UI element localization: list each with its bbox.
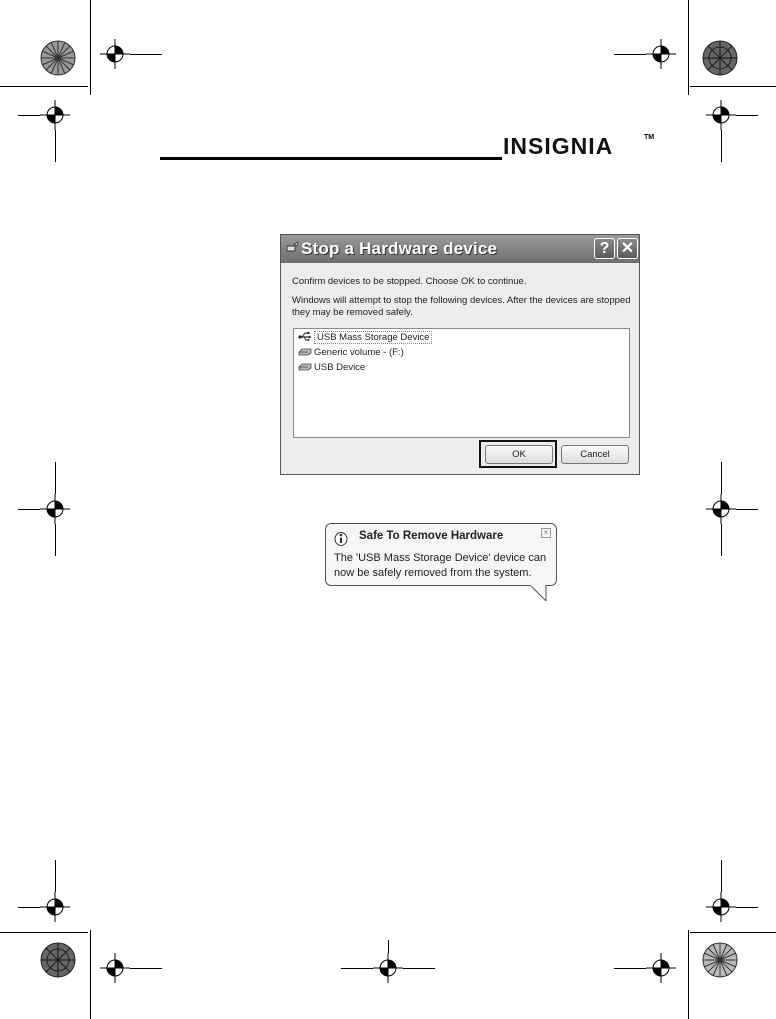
- dialog-description: Windows will attempt to stop the following devices. After the devices are stopped they may be removed safely.: [292, 295, 631, 318]
- drive-icon: [298, 361, 312, 372]
- device-label: USB Device: [314, 362, 366, 373]
- registration-mark-icon: [40, 100, 70, 130]
- starburst-icon: [40, 40, 76, 76]
- registration-mark-icon: [646, 39, 676, 69]
- device-item-usb-mass-storage[interactable]: [298, 331, 432, 344]
- brand-logo: [503, 131, 653, 161]
- registration-mark-icon: [100, 953, 130, 983]
- header-rule: [160, 157, 502, 160]
- starburst-icon: [702, 942, 738, 978]
- balloon-message: The 'USB Mass Storage Device' device can now be safely removed from the system.: [334, 552, 547, 579]
- registration-mark-icon: [40, 494, 70, 524]
- balloon-title: Safe To Remove Hardware: [359, 530, 504, 542]
- starburst-icon: [40, 942, 76, 978]
- dialog-titlebar[interactable]: [281, 235, 639, 263]
- device-list[interactable]: [293, 328, 630, 438]
- registration-mark-icon: [100, 39, 130, 69]
- device-item-usb-device[interactable]: [298, 361, 365, 374]
- dialog-instruction: Confirm devices to be stopped. Choose OK to continue.: [292, 276, 527, 287]
- registration-mark-icon: [706, 494, 736, 524]
- brand-name: INSIGNIA: [503, 133, 614, 159]
- device-label: USB Mass Storage Device: [314, 331, 432, 344]
- help-button[interactable]: ?: [594, 238, 615, 259]
- device-label: Generic volume - (F:): [314, 347, 404, 358]
- usb-icon: [298, 331, 312, 342]
- drive-icon: [298, 346, 312, 357]
- stop-hardware-dialog: [280, 234, 640, 475]
- cancel-button[interactable]: Cancel: [561, 445, 629, 464]
- eject-hardware-icon: [285, 241, 299, 255]
- registration-mark-icon: [646, 953, 676, 983]
- info-icon: [334, 530, 348, 546]
- balloon-tail: [528, 585, 550, 601]
- close-button[interactable]: ✕: [617, 238, 638, 259]
- balloon-close-button[interactable]: ×: [541, 528, 551, 538]
- safe-to-remove-balloon[interactable]: [325, 523, 557, 586]
- registration-mark-icon: [706, 892, 736, 922]
- trademark-mark: TM: [644, 134, 655, 141]
- dialog-title: Stop a Hardware device: [301, 239, 498, 258]
- registration-mark-icon: [373, 953, 403, 983]
- ok-button[interactable]: OK: [485, 445, 553, 464]
- registration-mark-icon: [706, 100, 736, 130]
- registration-mark-icon: [40, 892, 70, 922]
- device-item-generic-volume[interactable]: [298, 346, 404, 359]
- starburst-icon: [702, 40, 738, 76]
